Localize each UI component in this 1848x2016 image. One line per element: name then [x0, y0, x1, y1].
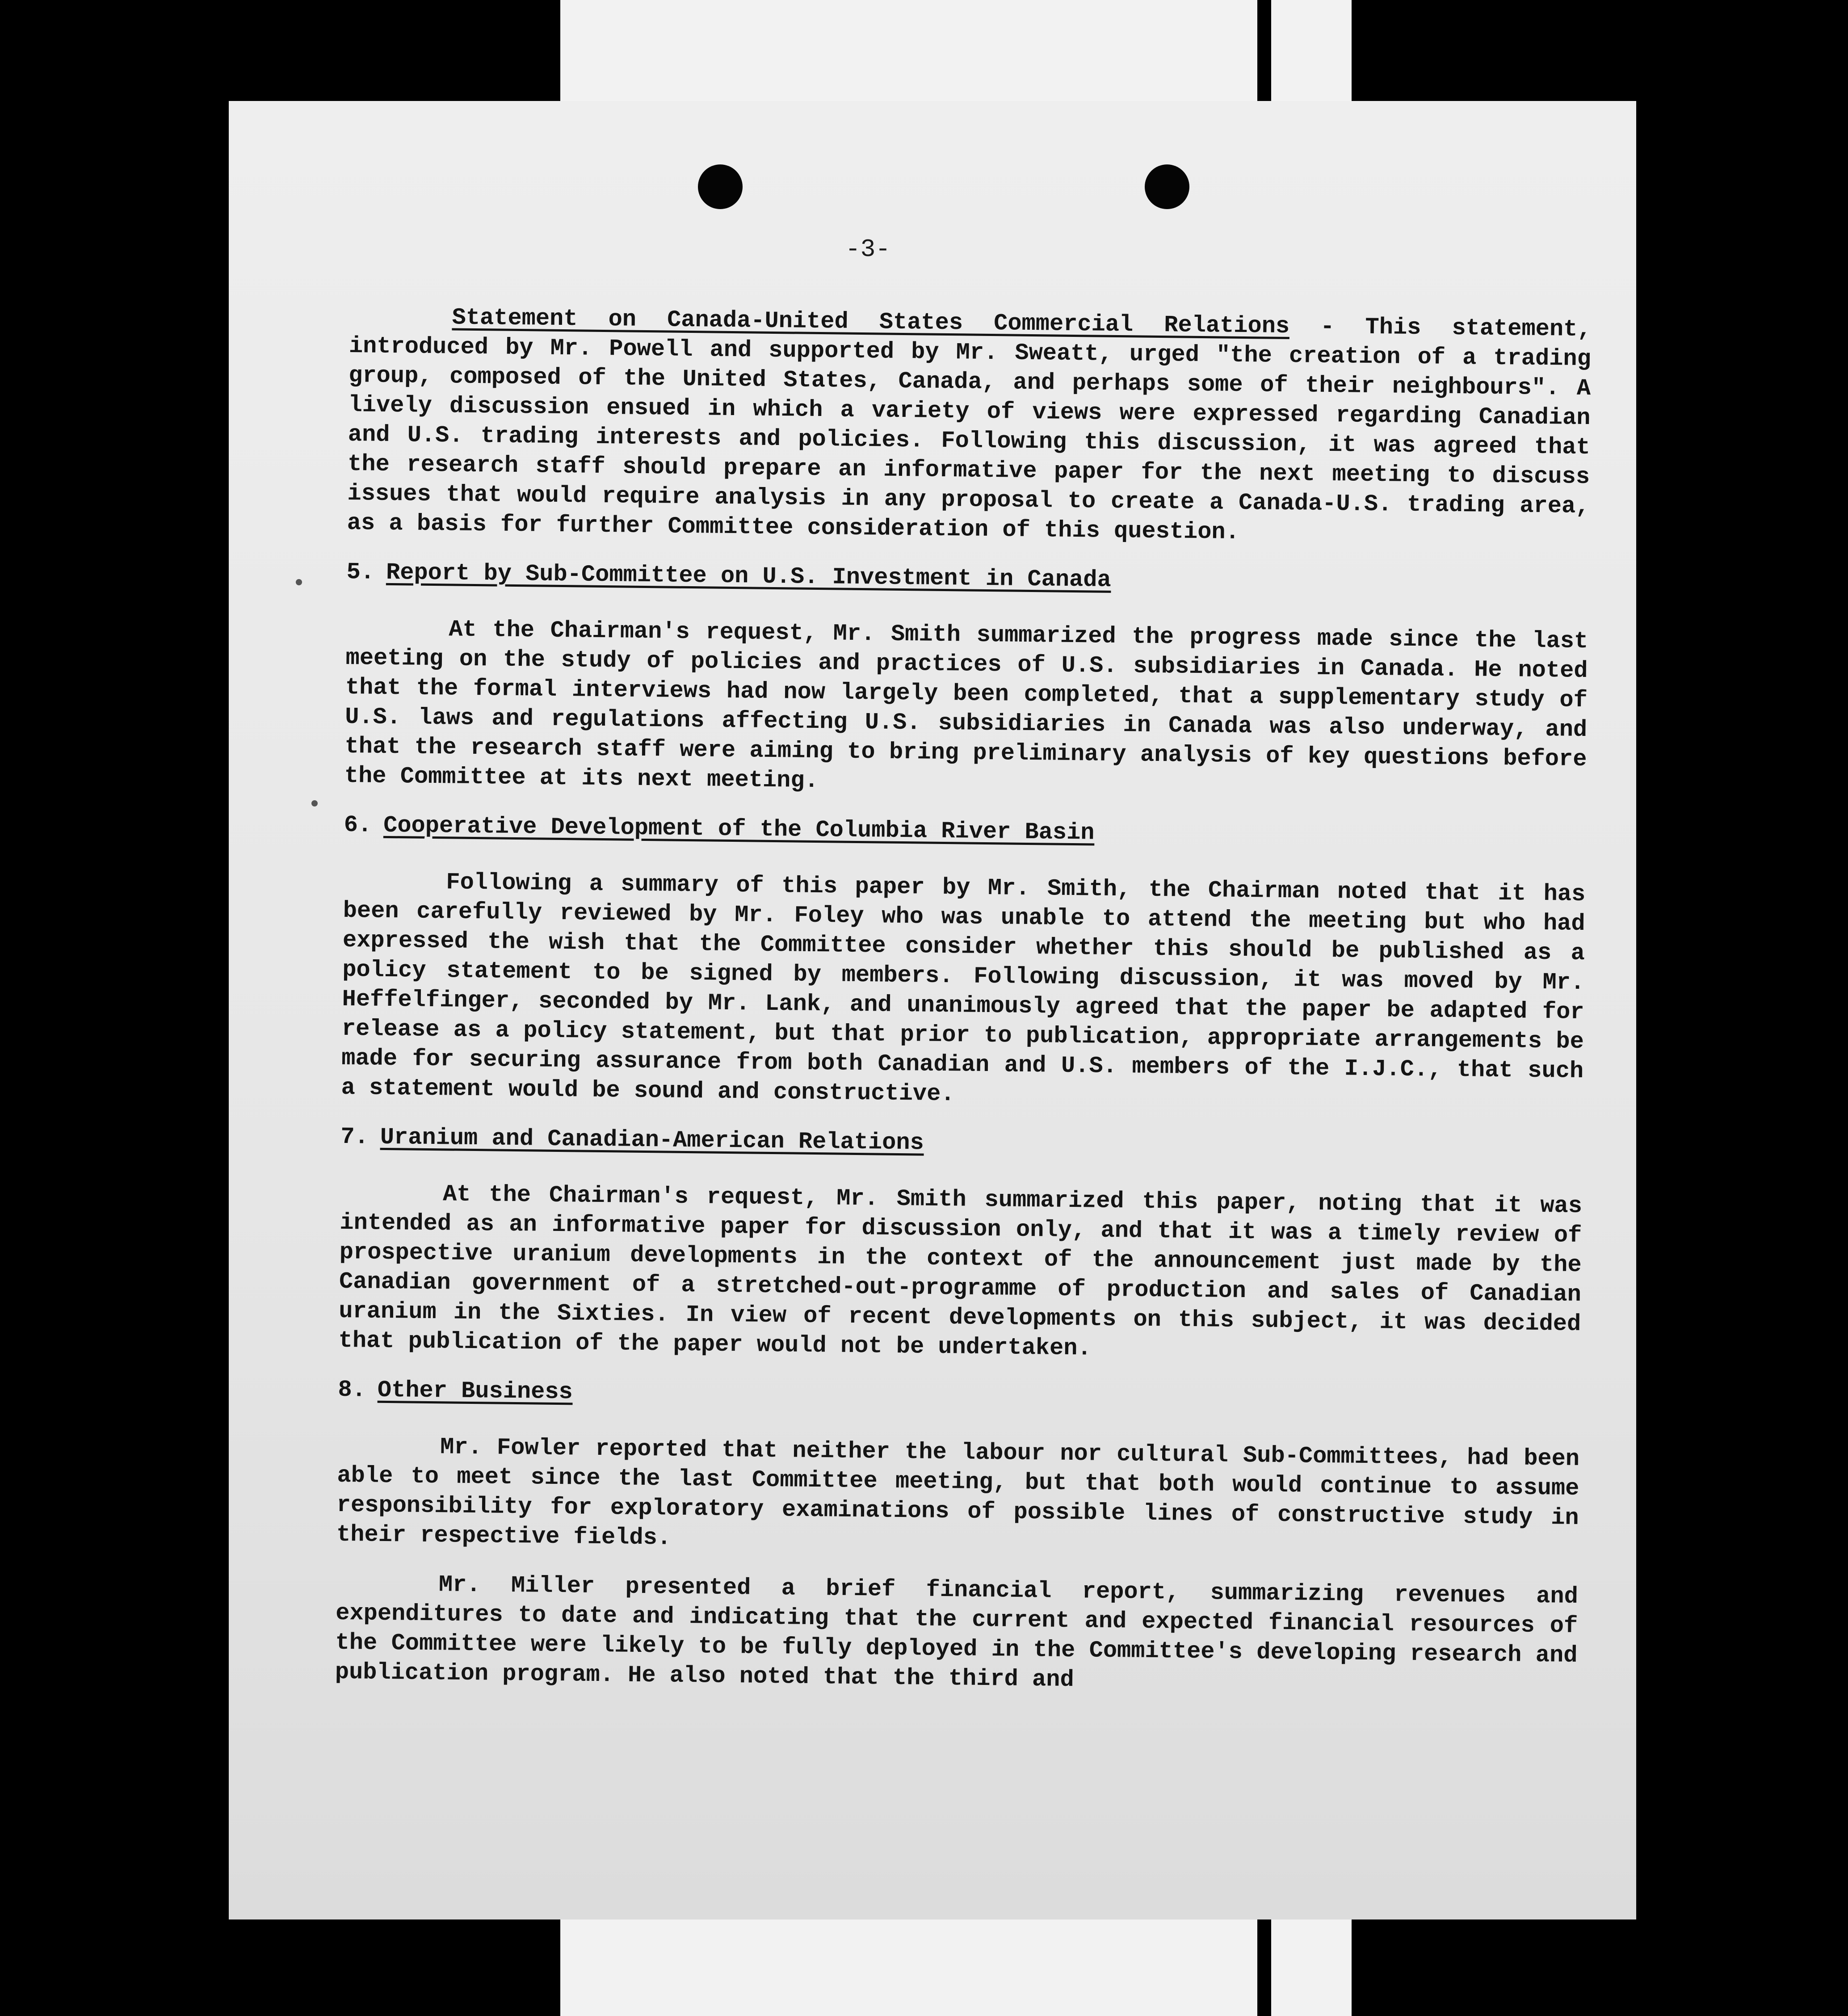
section-7-title: Uranium and Canadian-American Relations	[380, 1124, 924, 1156]
film-strip-top-right	[1271, 0, 1352, 103]
film-strip-bottom-right	[1271, 1917, 1352, 2016]
section-6-number: 6.	[344, 811, 372, 839]
section-8-paragraph-1: Mr. Fowler reported that neither the labour nor cultural Sub-Committees, had been able to meet since the last Committee meeting, but that both would continue to assume responsibility for exploratory examinations of possible lines of constructive study in their respective fields.	[336, 1434, 1580, 1551]
punch-hole-left	[698, 164, 743, 209]
film-gap-top	[1257, 0, 1273, 103]
film-gap-bottom	[1257, 1917, 1273, 2016]
punch-hole-right	[1145, 164, 1189, 209]
intro-heading: Statement on Canada-United States Commercial Relations	[452, 304, 1290, 340]
section-7-paragraph: At the Chairman's request, Mr. Smith summarized this paper, noting that it was intended as an informative paper for discussion only, and that it was a timely review of prospective uranium developments in the context of the announcement just made by the Canadian government of a stretched-out-programme of production and sales of Canadian uranium in the Sixties. In view of recent developments on this subject, it was decided that publication of the paper would not be undertaken.	[338, 1181, 1583, 1362]
intro-paragraph	[347, 302, 1591, 551]
section-6-paragraph: Following a summary of this paper by Mr. Smith, the Chairman noted that it has been carefully reviewed by Mr. Foley who was unable to attend the meeting but who had expressed the wish that the Committee consider whether this should be published as a policy statement to be signed by members. Following discussion, it was moved by Mr. Heffelfinger, seconded by Mr. Lank, and unanimously agreed that the paper be adapted for release as a policy statement, but that prior to publication, appropriate arrangements be made for securing assurance from both Canadian and U.S. members of the I.J.C., that such a statement would be sound and constructive.	[341, 869, 1586, 1108]
section-5-title: Report by Sub-Committee on U.S. Investment in Canada	[386, 559, 1111, 593]
film-strip-bottom-left	[560, 1917, 1257, 2016]
document-body	[335, 302, 1592, 1720]
section-6-heading	[344, 811, 1586, 853]
section-8-paragraph-2: Mr. Miller presented a brief financial report, summarizing revenues and expenditures to date and indicating that the current and expected financial resources of the Committee were likely to be fully deployed in the Committee's developing research and publication program. He also noted that the third and	[335, 1571, 1579, 1693]
film-strip-top-left	[560, 0, 1257, 103]
stray-mark	[311, 800, 318, 806]
section-5-heading	[346, 558, 1589, 600]
intro-text: - This statement, introduced by Mr. Powell and supported by Mr. Sweatt, urged "the creation of a trading group, composed of the United States, Canada, and perhaps some of their neighbours". A lively discussion ensued in which a variety of views were expressed regarding Canadian and U.S. trading interests and policies. Following this discussion, it was agreed that the research staff should prepare an informative paper for the next meeting to discuss issues that would require analysis in any proposal to create a Canada-U.S. trading area, as a basis for further Committee consideration of this question.	[347, 313, 1592, 546]
section-5-number: 5.	[346, 559, 375, 586]
section-8-heading	[338, 1375, 1580, 1418]
document-page	[229, 101, 1636, 1919]
section-5-paragraph: At the Chairman's request, Mr. Smith summarized the progress made since the last meeting on the study of policies and practices of U.S. subsidiaries in Canada. He noted that the formal interviews had now largely been completed, that a supplementary study of U.S. laws and regulations affecting U.S. subsidiaries in Canada was also underway, and that the research staff were aiming to bring preliminary analysis of key questions before the Committee at its next meeting.	[344, 616, 1588, 794]
page-number: -3-	[845, 235, 890, 264]
section-8-number: 8.	[338, 1376, 366, 1403]
section-7-number: 7.	[340, 1123, 369, 1151]
section-7-heading	[340, 1122, 1583, 1165]
stray-mark	[296, 579, 302, 585]
section-8-title: Other Business	[377, 1377, 573, 1406]
section-6-title: Cooperative Development of the Columbia River Basin	[383, 812, 1095, 846]
